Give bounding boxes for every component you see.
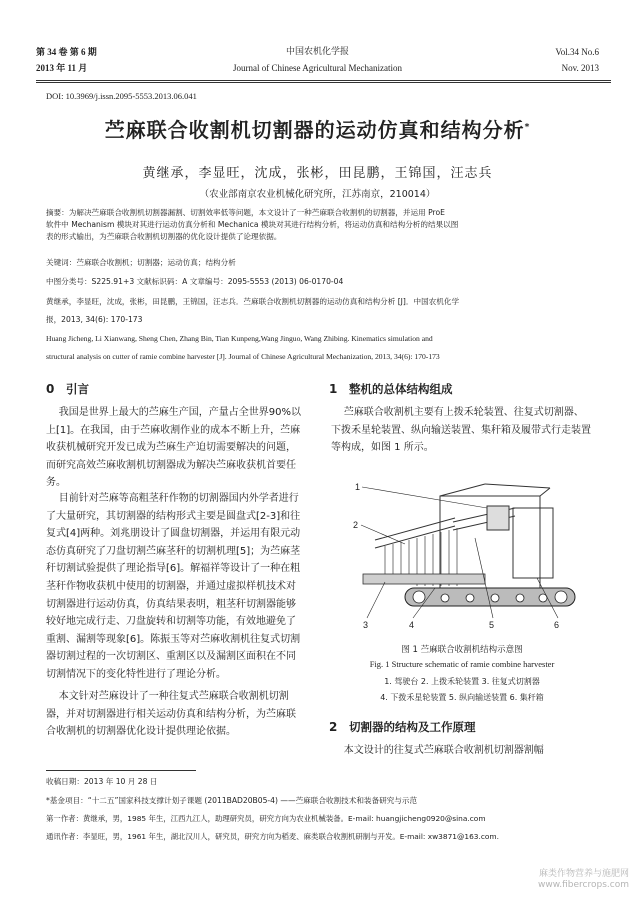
footnote-corresponding-author: 通讯作者：李显旺，男，1961 年生，湖北汉川人，研究员，研究方向为稻麦、麻类联合收割机研制与开发。E-mail: xw3871@163.com. — [46, 832, 499, 841]
callout-3: 3 — [363, 620, 369, 630]
affiliation: （农业部南京农业机械化研究所，江苏南京，210014） — [199, 189, 436, 200]
figure-legend-2: 4. 下拨禾星轮装置 5. 纵向输送装置 6. 集秆箱 — [380, 693, 544, 702]
footnote-first-author: 第一作者：黄继承，男，1985 年生，江西九江人，助理研究员，研究方向为农业机械装备。E-mail: huangjicheng0920@sina.com — [46, 814, 486, 823]
section-1-paragraph: 苎麻联合收割机主要有上拨禾轮装置、往复式切割器、下拨禾星轮装置、纵向输送装置、集秆箱及履带式行走装置等构成，如图 1 所示。 — [331, 407, 591, 454]
abstract-line: 表的形式输出，为苎麻联合收割机切割器的优化设计提供了论理依据。 — [46, 232, 282, 241]
footnote-rule — [46, 770, 196, 771]
figure-caption-cn: 图 1 苎麻联合收割机结构示意图 — [401, 645, 523, 655]
title-footnote-mark: * — [524, 122, 531, 133]
crawler-track — [405, 588, 575, 606]
doi: DOI: 10.3969/j.issn.2095-5553.2013.06.041 — [46, 91, 197, 101]
section-0-title: 引言 — [66, 382, 89, 396]
figure-legend-1: 1. 驾驶台 2. 上拨禾轮装置 3. 往复式切割器 — [384, 677, 540, 686]
issue-info-left-2: 2013 年 11 月 — [36, 63, 88, 73]
figure-caption-en: Fig. 1 Structure schematic of ramie combine harvester — [369, 659, 555, 669]
citation-cn-2: 报，2013, 34(6): 170-173 — [46, 315, 143, 324]
section-2-paragraph: 本文设计的往复式苎麻联合收割机切割器割幅 — [331, 745, 544, 756]
callout-1: 1 — [355, 482, 361, 492]
driver-seat-1 — [487, 506, 509, 530]
collection-box-6 — [513, 508, 553, 578]
date-right: Nov. 2013 — [561, 63, 599, 73]
volume-right: Vol.34 No.6 — [555, 47, 599, 57]
intro-paragraph-1: 我国是世界上最大的苎麻生产国，产量占全世界90%以上[1]。在我国，由于苎麻收割作业的成本不断上升，苎麻收获机械研究开发已成为苎麻生产迫切需要解决的问题，而研究高效苎麻收割机切割器成为解决苎麻收获机首要任务。 — [46, 407, 301, 489]
citation-en-1: Huang Jicheng, Li Xianwang, Sheng Chen, Zhang Bin, Tian Kunpeng,Wang Jinguo, Wang Zhibing. Kinematics simulation and — [46, 334, 433, 343]
harvester-figure — [345, 478, 585, 636]
section-2-number: 2 — [329, 720, 338, 734]
authors: 黄继承，李显旺，沈成，张彬，田昆鹏，王锦国，汪志兵 — [142, 166, 493, 181]
header-rule-2 — [36, 82, 611, 83]
section-1-title: 整机的总体结构组成 — [349, 382, 453, 396]
section-1-number: 1 — [329, 382, 338, 396]
callout-4: 4 — [409, 620, 415, 630]
citation-cn-1: 黄继承，李显旺，沈成，张彬，田昆鹏，王锦国，汪志兵．苎麻联合收割机切割器的运动仿真和结构分析 [J]．中国农机化学 — [46, 297, 460, 306]
callout-6: 6 — [554, 620, 560, 630]
journal-name-cn: 中国农机化学报 — [285, 47, 349, 57]
title-text: 苎麻联合收割机切割器的运动仿真和结构分析 — [104, 118, 525, 142]
issue-info-left-1: 第 34 卷 第 6 期 — [36, 47, 97, 57]
keywords: 关键词：苎麻联合收割机；切割器；运动仿真；结构分析 — [46, 258, 236, 267]
cutter-bar — [363, 574, 485, 584]
citation-en-2: structural analysis on cutter of ramie combine harvester [J]. Journal of Chinese Agricultural Mechanization, 2013, 34(6): 170-173 — [46, 352, 440, 361]
callout-2: 2 — [353, 520, 359, 530]
intro-paragraph-3: 本文针对苎麻设计了一种往复式苎麻联合收割机切割器，并对切割器进行相关运动仿真和结构分析，为苎麻联合收割机的切割器优化设计提供理论依据。 — [46, 691, 296, 738]
journal-name-en: Journal of Chinese Agricultural Mechanization — [233, 63, 402, 73]
header-rule — [36, 80, 611, 81]
abstract-line: 摘要：为解决苎麻联合收割机切割器漏割、切割效率低等问题，本文设计了一种苎麻联合收割机的切割器，并运用 ProE — [46, 208, 445, 217]
abstract — [46, 207, 606, 243]
watermark-line-1: 麻类作物营养与施肥网 — [538, 869, 629, 879]
footnote-fund: *基金项目：“十二五”国家科技支撑计划子课题 (2011BAD20B05-4) ——苎麻联合收割技术和装备研究与示范 — [46, 796, 418, 805]
section-0-number: 0 — [46, 382, 55, 396]
article-title — [0, 114, 635, 143]
callout-5: 5 — [489, 620, 495, 630]
classification: 中图分类号：S225.91+3 文献标识码：A 文章编号：2095-5553 (2013) 06-0170-04 — [46, 277, 344, 286]
watermark-line-2: www.fibercrops.com — [538, 880, 629, 890]
footnote-received: 收稿日期：2013 年 10 月 28 日 — [46, 777, 158, 786]
abstract-line: 软件中 Mechanism 模块对其进行运动仿真分析和 Mechanica 模块对其进行结构分析，将运动仿真和结构分析的结果以图 — [46, 220, 459, 229]
section-2-title: 切割器的结构及工作原理 — [349, 720, 476, 734]
intro-paragraph-2: 目前针对苎麻等高粗茎秆作物的切割器国内外学者进行了大量研究，其切割器的结构形式主要是圆盘式[2-3]和往复式[4]两种。刘兆朋设计了圆盘切割器，并运用有限元动态仿真研究了刀盘切割苎麻茎秆的切割机理[5]；为苎麻茎秆切割试验提供了理论指导[6]。解福祥等设计了一种在粗茎秆作物收获机中使用的切割器，并通过虚拟样机技术对切割器进行运动仿真，仿真结果表明，粗茎秆切割器能够较好地完成行走、刀盘旋转和切割等功能，有效地避免了重割、漏割等现象[6]。陈振玉等对苎麻收割机往复式切割器切割过程的一次切割区、重割区以及漏割区面积在不同切割情况下的变化特性进行了理论分析。 — [46, 493, 301, 680]
